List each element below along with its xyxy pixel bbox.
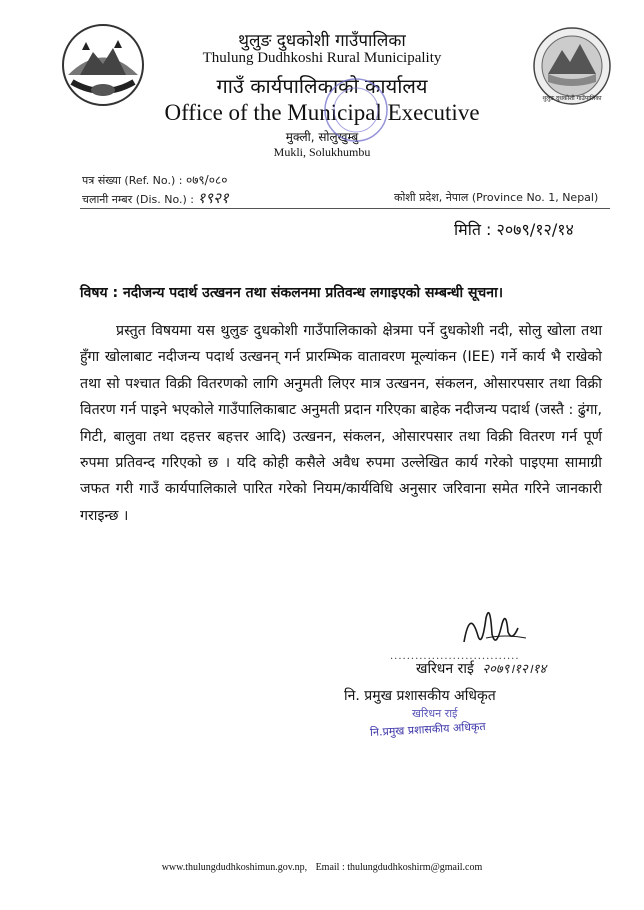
letter-subject: विषय : नदीजन्य पदार्थ उत्खनन तथा संकलनमा प्रतिवन्ध लगाइएको सम्बन्धी सूचना। xyxy=(80,285,504,301)
province-label: कोशी प्रदेश, नेपाल (Province No. 1, Nepal) xyxy=(394,191,599,204)
dispatch-number-label: चलानी नम्बर (Dis. No.) : xyxy=(82,193,194,206)
office-stamp-icon xyxy=(322,76,390,144)
letter-date: मिति : २०७९/१२/१४ xyxy=(454,220,574,239)
signatory-name xyxy=(416,659,546,678)
signature-icon xyxy=(456,598,546,658)
ref-number-label: पत्र संख्या (Ref. No.) : xyxy=(82,174,183,187)
dispatch-number-value: १९२१ xyxy=(197,189,229,207)
address-en: Mukli, Solukhumbu xyxy=(273,145,371,159)
header-divider xyxy=(80,208,610,209)
municipality-name-np: थुलुङ दुधकोशी गाउँपालिका xyxy=(238,31,406,51)
signatory-name-text: खरिधन राई xyxy=(416,661,474,677)
ref-number-row xyxy=(82,171,227,188)
signature-dotted-line: ............................... xyxy=(390,651,520,662)
signatory-title: नि. प्रमुख प्रशासकीय अधिकृत xyxy=(344,688,496,704)
office-name-en: Office of the Municipal Executive xyxy=(164,100,480,125)
footer-email: Email : thulungdudhkoshirm@gmail.com xyxy=(315,862,483,873)
office-name-np: गाउँ कार्यपालिकाको कार्यालय xyxy=(216,74,428,98)
address-np: मुक्ली, सोलुखुम्बु xyxy=(285,130,359,144)
dispatch-number-row xyxy=(82,188,229,208)
ref-number-value: ०७९/०८० xyxy=(185,173,228,187)
stamp-name: खरिधन राई xyxy=(412,707,458,720)
municipality-name-en: Thulung Dudhkoshi Rural Municipality xyxy=(202,50,442,66)
letter-body: प्रस्तुत विषयमा यस थुलुङ दुधकोशी गाउँपालिकाको क्षेत्रमा पर्ने दुधकोशी नदी, सोलु खोला तथा हुँगा खोलाबाट नदीजन्य पदार्थ उत्खनन् गर्न प्रारम्भिक वातावरण मूल्यांकन (IEE) गर्ने कार्य भै राखेको तथा सो पश्चात विक्री वितरणको लागि अनुमती लिएर मात्र उत्खनन, संकलन, ओसारपसार तथा विक्री वितरण गर्न पाइने भएकोले गाउँपालिकाबाट अनुमती प्रदान गरिएका बाहेक नदीजन्य पदार्थ (जस्तै : ढुंगा, गिटी, बालुवा तथा दहत्तर बहत्तर आदि) उत्खनन, संकलन, ओसारपसार तथा विक्री वितरण गर्न पूर्ण रुपमा प्रतिवन्द गरिएको छ । यदि कोही कसैले अवैध रुपमा उल्लेखित कार्य गरेको पाइएमा सामाग्री जफत गरी गाउँ कार्यपालिकाले पारित गरेको नियम/कार्यविधि अनुसार जरिवाना समेत गरिने जानकारी गराइन्छ । xyxy=(80,323,602,524)
footer-website: www.thulungdudhkoshimun.gov.np, xyxy=(161,862,308,873)
stamp-title: नि.प्रमुख प्रशासकीय अधिकृत xyxy=(369,719,486,740)
footer-contact xyxy=(0,862,644,873)
signature-date: २०७९।१२।१४ xyxy=(482,662,547,677)
svg-text:थुलुङ दुधकोशी गाउँपालिका: थुलुङ दुधकोशी गाउँपालिका xyxy=(542,95,602,102)
